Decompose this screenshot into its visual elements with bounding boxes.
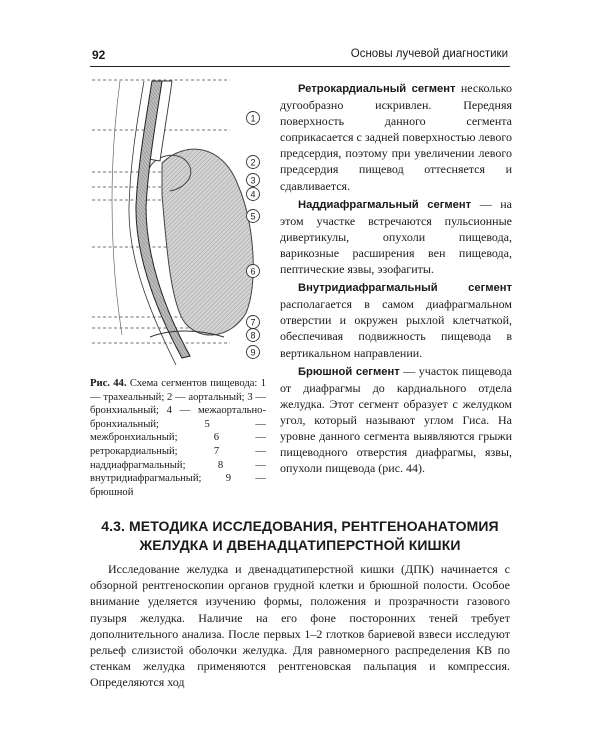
- body-text: [90, 561, 510, 691]
- body-paragraph: Исследование желудка и двенадцатиперстной кишки (ДПК) начинается с обзорной рентгеноскопии органов грудной клетки и брюшной полости. Особое внимание уделяется изучению формы, положения и прозрачности газового пузыря желудка. Наличие на его фоне посторонних теней требует дополнительного анализа. После первых 1–2 глотков бариевой взвеси исследуют рельеф слизистой оболочки желудка. Для равномерного распределения КВ по стенкам желудка применяются рентгеновская пальпация и компрессия. Определяются ход: [90, 562, 510, 690]
- section-heading: [90, 517, 510, 555]
- esophagus-segments-figure: [90, 75, 265, 375]
- figure-caption-label: Рис. 44.: [90, 378, 127, 389]
- marker-label-7: 7: [250, 317, 256, 328]
- term-intradiaphragmatic: Внутридиафрагмальный сегмент: [298, 282, 512, 295]
- running-header: [90, 40, 510, 67]
- term-supradiaphragmatic: Наддиафрагмальный сегмент: [298, 198, 472, 211]
- marker-label-6: 6: [250, 266, 256, 277]
- heart-shadow: [162, 149, 256, 335]
- paragraph-supradiaphragmatic: Наддиафрагмальный сегмент — на этом участке встречаются пульсионные дивертикулы, опухоли пищевода, варикозные расширения вен пищевода, пептические язвы, эзофагиты.: [280, 196, 513, 277]
- term-retrocardiac: Ретрокардиальный сегмент: [298, 83, 456, 95]
- marker-label-3: 3: [250, 175, 256, 186]
- paragraph-intradiaphragmatic: Внутридиафрагмальный сегмент располагается в самом диафрагмальном отверстии и окружен рыхлой клетчаткой, обеспечивая подвижность пищевода в вертикальном направлении.: [280, 282, 512, 360]
- figure-caption-text: Схема сегментов пищевода: 1 — трахеальный; 2 — аортальный; 3 — бронхиальный; 4 — межаортально-бронхиальный; 5 — межбронхиальный; 6 — ретрокардиальный; 7 — наддиафрагмальный; 8 — внутридиафрагмальный; 9 — брюшной: [90, 378, 266, 498]
- paragraph-retrocardiac: Ретрокардиальный сегмент несколько дугообразно искривлен. Передняя поверхность данного сегмента соприкасается с задней поверхностью левого предсердия, поэтому при увеличении левого предсердия пищевод оттесняется и сдавливается.: [280, 81, 512, 193]
- section-heading-line-1: 4.3. МЕТОДИКА ИССЛЕДОВАНИЯ, РЕНТГЕНОАНАТОМИЯ: [101, 518, 499, 534]
- section-heading-line-2: ЖЕЛУДКА И ДВЕНАДЦАТИПЕРСТНОЙ КИШКИ: [139, 537, 461, 553]
- page-number: 92: [92, 48, 106, 62]
- marker-label-5: 5: [250, 211, 256, 222]
- running-title: Основы лучевой диагностики: [350, 48, 508, 60]
- right-column: [280, 80, 512, 478]
- marker-label-2: 2: [250, 157, 256, 168]
- term-abdominal: Брюшной сегмент: [298, 365, 400, 378]
- marker-label-4: 4: [250, 189, 256, 200]
- spine-edge: [112, 81, 122, 335]
- marker-label-9: 9: [250, 347, 256, 358]
- marker-label-8: 8: [250, 330, 256, 341]
- paragraph-abdominal: Брюшной сегмент — участок пищевода от диафрагмы до кардиального отдела желудка. Этот сегмент образует с желудком угол, который называют углом Гиса. На уровне данного сегмента выявляются грыжи пищеводного отверстия диафрагмы, язвы, опухоли пищевода (рис. 44).: [280, 363, 513, 476]
- figure-caption: [90, 377, 266, 499]
- marker-label-1: 1: [250, 113, 256, 124]
